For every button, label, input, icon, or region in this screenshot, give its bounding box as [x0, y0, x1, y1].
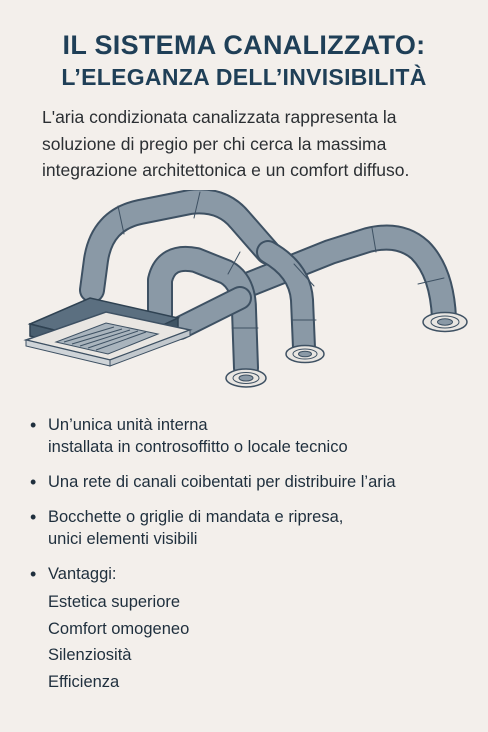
- bullet-marker: •: [30, 507, 37, 527]
- list-item-advantages: [30, 563, 470, 695]
- diffuser-3: [423, 313, 467, 332]
- list-item-text: unici elementi visibili: [48, 530, 198, 548]
- diffuser-2: [286, 346, 324, 363]
- advantages-label: Vantaggi:: [48, 565, 117, 583]
- bullet-marker: •: [30, 472, 37, 492]
- intro-line: L'aria condizionata canalizzata rappresenta la: [42, 107, 397, 127]
- ducted-system-illustration: [0, 190, 488, 400]
- advantage-item: Efficienza: [48, 672, 120, 691]
- title-line-1: IL SISTEMA CANALIZZATO:: [62, 30, 426, 60]
- advantage-item: Comfort omogeneo: [48, 619, 190, 638]
- bullet-marker: •: [30, 415, 37, 435]
- list-item-text: Bocchette o griglie di mandata e ripresa,: [48, 508, 344, 526]
- title-line-2: L’ELEGANZA DELL’INVISIBILITÀ: [61, 64, 427, 90]
- intro-paragraph: [42, 104, 462, 184]
- advantage-item: Estetica superiore: [48, 593, 181, 611]
- advantage-item: Silenziosità: [48, 646, 132, 664]
- intro-line: soluzione di pregio per chi cerca la massima: [42, 133, 387, 154]
- list-item: [30, 414, 470, 458]
- list-item-text: installata in controsoffitto o locale tecnico: [48, 438, 348, 456]
- list-item: [30, 506, 470, 550]
- feature-list: [30, 414, 470, 695]
- air-diffusers: [226, 313, 467, 388]
- list-item-text: Una rete di canali coibentati per distribuire l’aria: [48, 473, 396, 491]
- diffuser-1: [226, 369, 266, 387]
- intro-line: integrazione architettonica e un comfort diffuso.: [42, 160, 410, 180]
- list-item: [30, 471, 470, 493]
- list-item-text: Un’unica unità interna: [48, 416, 208, 434]
- bullet-marker: •: [30, 564, 37, 584]
